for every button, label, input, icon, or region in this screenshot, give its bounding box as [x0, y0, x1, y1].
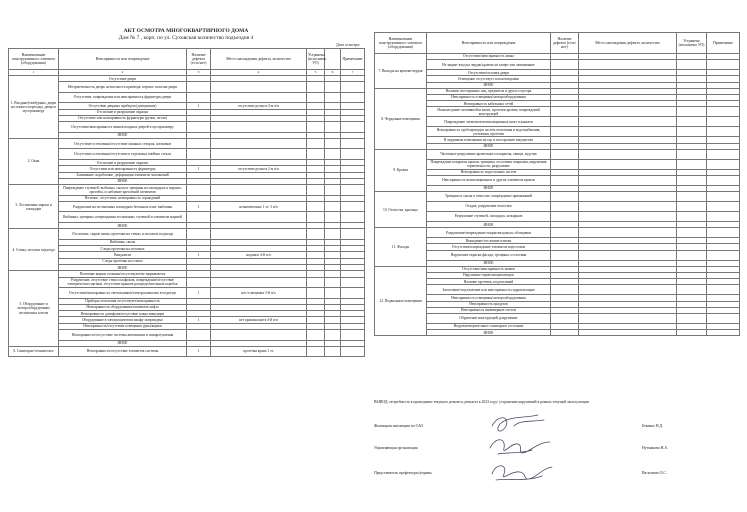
left-act-page: [8, 6, 364, 506]
defect-description-cell: Выбоины, трещины, повреждения лестничных ступеней и элементов маршей: [59, 212, 187, 223]
defect-presence-cell: 1: [187, 317, 211, 323]
table-row: [375, 285, 740, 295]
defect-description-cell: Отсутствие/неисправность замка: [427, 54, 551, 60]
fixed-cell: [677, 212, 707, 222]
defect-description-cell: Нарушение окраски фасада, трещины, отслоения: [427, 250, 551, 260]
fixed-cell: [677, 202, 707, 212]
defect-description-cell: Отслоение и разрушение окраски: [59, 159, 187, 165]
defect-location-cell: незначительно 1 эт. 3 п/п: [211, 201, 307, 212]
defect-presence-cell: 1: [187, 288, 211, 299]
table-row: [375, 202, 740, 212]
defect-presence-cell: [551, 202, 579, 212]
defect-location-cell: [579, 107, 677, 117]
defect-location-cell: надписи 4-й п/п: [211, 252, 307, 258]
defect-location-cell: [579, 250, 677, 260]
defect-location-cell: [211, 138, 307, 149]
fixed-cell: [677, 159, 707, 169]
table-row: [375, 212, 740, 222]
table-row: [375, 192, 740, 202]
fixed-cell: [677, 60, 707, 70]
defect-presence-cell: [551, 149, 579, 159]
defect-description-cell: Неисправность домофона/отсутствие плана эвакуации: [59, 311, 187, 317]
defect-description-cell: Наличие протечек, подтоплений: [427, 279, 551, 285]
defect-description-cell: Неисправность/отсутствие элементов системы: [59, 346, 187, 357]
table-row: [375, 330, 740, 336]
element-name-cell: 2. Окна: [9, 138, 59, 184]
table-row: [375, 149, 740, 159]
table-row: [9, 92, 365, 103]
defect-presence-cell: 1: [187, 166, 211, 172]
defect-description-cell: Неисправность кабельных сетей: [427, 101, 551, 107]
fixed-cell: [677, 285, 707, 295]
signature-line-inspection: [374, 424, 739, 430]
defect-description-cell: Отсутствие/повреждение элементов водостоков: [427, 244, 551, 250]
fixed-cell: [677, 313, 707, 323]
note-cell: [707, 117, 740, 127]
defect-location-cell: [579, 202, 677, 212]
defect-description-cell: Оборудование в электрощитовом шкафу повреждено: [59, 317, 187, 323]
defect-description-cell: ИНОЕ: [59, 264, 187, 270]
table-row: [9, 201, 365, 212]
defect-presence-cell: [551, 212, 579, 222]
fixed-cell: [307, 201, 325, 212]
note-cell: [707, 149, 740, 159]
note-cell: [707, 330, 740, 336]
defect-description-cell: Следы протечки на потолках: [59, 246, 187, 252]
blank-cell: [325, 138, 341, 149]
fixed-cell: [307, 288, 325, 299]
blank-cell: [325, 122, 341, 133]
defect-location-cell: [579, 60, 677, 70]
defect-presence-cell: 1: [187, 346, 211, 357]
note-cell: [341, 92, 365, 103]
defect-description-cell: Отсутствие или неисправность фурнитуры (ручки, петли): [59, 115, 187, 121]
defect-description-cell: ИНОЕ: [427, 143, 551, 149]
defect-description-cell: Отсутствие или неисправность фурнитуры: [59, 166, 187, 172]
header-location: Место нахождения дефекта, количество: [579, 33, 677, 54]
fixed-cell: [677, 250, 707, 260]
defect-description-cell: Следы протечки на стенах: [59, 258, 187, 264]
defect-description-cell: Отсутствие двери: [59, 76, 187, 82]
defect-description-cell: Нарушение герметизации вводов: [427, 273, 551, 279]
defect-presence-cell: [187, 277, 211, 288]
header-element: Наименование конструктивного элемента (оборудования): [375, 33, 427, 54]
table-row: [9, 277, 365, 288]
table-row: [9, 82, 365, 93]
blank-cell: [325, 82, 341, 93]
defect-location-cell: [579, 330, 677, 336]
defect-presence-cell: [187, 330, 211, 341]
note-cell: [341, 185, 365, 196]
fixed-cell: [677, 330, 707, 336]
defect-presence-cell: [551, 159, 579, 169]
defect-description-cell: Осадка, разрушение отмостки: [427, 202, 551, 212]
defect-description-cell: ИНОЕ: [427, 82, 551, 88]
signature-role: Представитель префектуры/управы: [374, 471, 432, 475]
conclusion: ВЫВОД: потребность в проведении текущего ремонта, ремонта в 2023 году/ устранение нарушений в рамках текущей эксплуатации: [374, 400, 590, 404]
defect-description-cell: ИНОЕ: [59, 340, 187, 346]
note-cell: [707, 159, 740, 169]
header-fixed: Устранено (исполнено УО): [307, 49, 325, 70]
table-row: [9, 330, 365, 341]
fixed-cell: [307, 185, 325, 196]
fixed-cell: [307, 229, 325, 240]
defect-description-cell: Неисправность/отсутствие освещения урны/ящики: [59, 323, 187, 329]
act-header: [8, 28, 364, 42]
defect-description-cell: ИНОЕ: [427, 185, 551, 191]
element-name-cell: 8. Чердачные помещения: [375, 88, 427, 149]
defect-presence-cell: [551, 228, 579, 238]
defect-location-cell: [211, 229, 307, 240]
blank-cell: [325, 149, 341, 160]
element-name-cell: 3. Лестничные марши и площадки: [9, 185, 59, 229]
header-note: Примечание: [707, 33, 740, 54]
header-presence: Наличие дефекта (есть/нет): [551, 33, 579, 54]
defect-location-cell: [579, 228, 677, 238]
defect-location-cell: нет освещения 3-й п/п: [211, 288, 307, 299]
defect-description-cell: ИНОЕ: [427, 222, 551, 228]
defect-description-cell: Затопление/подтопление или неисправность гидроизоляции: [427, 285, 551, 295]
note-cell: [707, 228, 740, 238]
defect-location-cell: [211, 330, 307, 341]
signature-mark-3: [492, 466, 552, 480]
defect-description-cell: Разрушение ступеней, площадок, козырьков: [427, 212, 551, 222]
header-location: Место нахождения дефекта, количество: [211, 49, 307, 70]
defect-description-cell: Наличие посторонних лиц, предметов и другого мусора: [427, 88, 551, 94]
defect-presence-cell: [187, 92, 211, 103]
header-defect: Неисправность или повреждение: [427, 33, 551, 54]
defect-location-cell: [579, 313, 677, 323]
defect-presence-cell: [187, 122, 211, 133]
fixed-cell: [307, 330, 325, 341]
defect-presence-cell: [551, 175, 579, 185]
fixed-cell: [307, 82, 325, 93]
defect-description-cell: Разрушение, отсутствие стекол плафонов, повреждение/отсутствие электрических щитков, отсутствие крышек распределительных коробок: [59, 277, 187, 288]
element-name-cell: 9. Кровля: [375, 149, 427, 191]
note-cell: [341, 212, 365, 223]
table-row: [9, 229, 365, 240]
table-row: [375, 159, 740, 169]
defect-presence-cell: [187, 185, 211, 196]
defect-presence-cell: [187, 229, 211, 240]
table-row: [375, 127, 740, 137]
defect-location-cell: [211, 122, 307, 133]
fixed-cell: [677, 117, 707, 127]
defect-presence-cell: [551, 127, 579, 137]
defect-presence-cell: [187, 82, 211, 93]
note-cell: [341, 277, 365, 288]
defect-description-cell: Наличие ранее скопившейся влаги, протечек кровли, повреждений конструкций: [427, 107, 551, 117]
address-line: Дом № 7 , корп. по ул. Суховская количество подъездов 4: [118, 35, 254, 41]
column-number: 3: [187, 70, 211, 76]
element-name-cell: 6. Санитарно-техническое: [9, 346, 59, 357]
blank-cell: [325, 288, 341, 299]
defect-location-cell: [579, 285, 677, 295]
defect-presence-cell: [551, 250, 579, 260]
fixed-cell: [307, 212, 325, 223]
element-name-cell: 5. Оборудование и электрооборудование лестничных клеток: [9, 271, 59, 347]
column-number: 5: [307, 70, 325, 76]
fixed-cell: [307, 122, 325, 133]
defect-description-cell: Отсутствие дверных приборов (доводчиков): [59, 103, 187, 109]
defect-location-cell: [579, 159, 677, 169]
signature-line-management: [374, 446, 739, 452]
signature-mark-2: [490, 440, 550, 454]
note-cell: [341, 229, 365, 240]
fixed-cell: [307, 92, 325, 103]
defect-description-cell: Неисправность вентиляционных и других элементов кровли: [427, 175, 551, 185]
defect-description-cell: ИНОЕ: [59, 178, 187, 184]
defect-description-cell: Не закрыт вход на чердак/кровлю не заперт или заваливание: [427, 60, 551, 70]
defect-description-cell: Повреждение ступеней: выбоины, сколы и трещины на площадках и маршах; прогибы, ослабление креплений элементов: [59, 185, 187, 196]
signature-name: Бекенко Н.Д.: [642, 424, 664, 428]
defect-description-cell: В чердачном помещении мусор и постороннее имущество: [427, 137, 551, 143]
defect-location-cell: [579, 117, 677, 127]
defect-presence-cell: 1: [187, 103, 211, 109]
table-row: [375, 117, 740, 127]
table-row: [9, 346, 365, 357]
defect-description-cell: Неисправность/отсутствие системы автоматики и пожаротушения: [59, 330, 187, 341]
defect-description-cell: Приборы отопления отсутствуют/неисправность: [59, 298, 187, 304]
defect-description-cell: Частичное разрушение кровельного покрытия, свищи, вздутия: [427, 149, 551, 159]
handwritten-signatures: [486, 412, 556, 490]
defect-presence-cell: [551, 313, 579, 323]
defect-location-cell: отсутствие ручки в 4-м п/п: [211, 103, 307, 109]
defect-presence-cell: [187, 212, 211, 223]
defect-description-cell: Отсутствие/неисправность замков: [427, 266, 551, 272]
note-cell: [341, 149, 365, 160]
fixed-cell: [677, 228, 707, 238]
defect-location-cell: [579, 175, 677, 185]
defect-description-cell: Повреждение элементов вентиляционных шахт и каналов: [427, 117, 551, 127]
table-row: [9, 212, 365, 223]
defect-description-cell: Обрушение конструкций, разрушение: [427, 313, 551, 323]
defect-description-cell: Разрушение/повреждение покрытия цоколя, облицовки: [427, 228, 551, 238]
fixed-cell: [307, 277, 325, 288]
header-blank: [325, 49, 341, 70]
note-cell: [707, 175, 740, 185]
table-row: [375, 250, 740, 260]
signature-line-prefecture: [374, 471, 739, 477]
defect-description-cell: Вандализм: [59, 252, 187, 258]
signature-name: Нутманова Н.А.: [642, 446, 669, 450]
defect-location-cell: нет крышки щита 4-й п/п: [211, 317, 307, 323]
signature-mark-1: [492, 415, 544, 431]
defect-description-cell: Выпадение/отслоение плитки: [427, 238, 551, 244]
defect-description-cell: Неисправность трубопроводов систем отопления и водоснабжения, утепления, протечек: [427, 127, 551, 137]
note-cell: [341, 346, 365, 357]
table-row: [9, 185, 365, 196]
table-row: [375, 313, 740, 323]
defect-description-cell: Отслоение и разрушение окраски: [59, 109, 187, 115]
defect-presence-cell: [551, 285, 579, 295]
act-title: АКТ ОСМОТРА МНОГОКВАРТИРНОГО ДОМА: [123, 28, 249, 34]
defect-description-cell: Неисправность водосточных систем: [427, 169, 551, 175]
header-presence: Наличие дефекта (есть/нет): [187, 49, 211, 70]
note-cell: [341, 82, 365, 93]
defect-description-cell: Освещение отсутствует или неисправно: [427, 76, 551, 82]
defect-description-cell: Трещины и сколы в отмостке, повреждение примыканий: [427, 192, 551, 202]
defect-presence-cell: [551, 117, 579, 127]
table-row: [9, 138, 365, 149]
header-element: Наименование конструктивного элемента (оборудования): [9, 49, 59, 70]
inspection-table-left: [8, 48, 365, 357]
table-header-row: [9, 49, 365, 70]
defect-description-cell: Неисправность освещения/электрооборудования: [427, 94, 551, 100]
header-note: Примечание: [341, 49, 365, 70]
note-cell: [341, 138, 365, 149]
blank-cell: [325, 201, 341, 212]
column-number: 1: [9, 70, 59, 76]
defect-location-cell: [211, 149, 307, 160]
defect-description-cell: Наличие, отсутствие, неисправность ограждений: [59, 195, 187, 201]
defect-location-cell: [579, 212, 677, 222]
defect-location-cell: [579, 192, 677, 202]
signature-name: Васильева О.С.: [642, 471, 667, 475]
column-number: 4: [211, 70, 307, 76]
fixed-cell: [307, 138, 325, 149]
defect-description-cell: ИНОЕ: [427, 330, 551, 336]
fixed-cell: [307, 346, 325, 357]
table-row: [9, 288, 365, 299]
defect-description-cell: Неисправность инженерных систем: [427, 307, 551, 313]
blank-cell: [325, 277, 341, 288]
defect-location-cell: отсутствие ручки в 2-м п/п: [211, 166, 307, 172]
defect-description-cell: Повреждение покрытия кровли, трещины, отслоения покрытия, нарушения герметичности, разрушение: [427, 159, 551, 169]
table-header-row: [375, 33, 740, 54]
fixed-cell: [677, 175, 707, 185]
signature-role: Управляющая организация: [374, 446, 418, 450]
note-cell: [341, 122, 365, 133]
element-name-cell: 1. Входные(тамбурные, двери на этажи и переходы, двери в мусорокамеру: [9, 76, 59, 139]
fixed-cell: [677, 107, 707, 117]
right-act-page: [374, 6, 739, 506]
defect-description-cell: Выбоины, сколы: [59, 239, 187, 245]
defect-description-cell: Отсутствие остекления/отсутствие в отдельных ячейках стекла: [59, 149, 187, 160]
defect-description-cell: Отслоение, сырые пятна, протечки на стенах и потолках подъезда: [59, 229, 187, 240]
defect-presence-cell: [551, 107, 579, 117]
note-cell: [707, 313, 740, 323]
defect-location-cell: [211, 277, 307, 288]
defect-location-cell: [211, 185, 307, 196]
table-row: [375, 175, 740, 185]
table-row: [9, 149, 365, 160]
fixed-cell: [677, 127, 707, 137]
blank-cell: [325, 212, 341, 223]
defect-description-cell: Отсутствие/поломка двери: [427, 70, 551, 76]
column-number: 2: [59, 70, 187, 76]
table-row: [375, 228, 740, 238]
table-row: [375, 60, 740, 70]
defect-presence-cell: [551, 192, 579, 202]
defect-description-cell: Отсутствие/неисправность светильников/электролампочек в подъезде: [59, 288, 187, 299]
note-cell: [341, 288, 365, 299]
blank-cell: [325, 346, 341, 357]
defect-description-cell: Разрушение на лестничных площадках бетонных плит, выбоины: [59, 201, 187, 212]
fixed-cell: [677, 192, 707, 202]
defect-description-cell: Отсутствие остекления/отсутствие оконных створок, штапиков: [59, 138, 187, 149]
note-cell: [707, 60, 740, 70]
defect-description-cell: ИНОЕ: [59, 222, 187, 228]
blank-cell: [325, 92, 341, 103]
defect-location-cell: [579, 127, 677, 137]
note-cell: [707, 107, 740, 117]
fixed-cell: [677, 149, 707, 159]
signature-role: Жилищная инспекция по САО: [374, 424, 424, 428]
defect-location-cell: [211, 82, 307, 93]
note-cell: [707, 250, 740, 260]
note-cell: [341, 201, 365, 212]
defect-description-cell: Отсутствие/неисправность замков входных дверей в мусорокамеру: [59, 122, 187, 133]
note-cell: [707, 212, 740, 222]
element-name-cell: 7. Выходы на кровлю/чердак: [375, 54, 427, 89]
defect-description-cell: Неисправность освещения/электрооборудования: [427, 295, 551, 301]
table-row: [375, 107, 740, 117]
defect-description-cell: Отсутствие, повреждение или неисправность фурнитуры двери: [59, 92, 187, 103]
defect-presence-cell: 1: [187, 201, 211, 212]
defect-presence-cell: 1: [187, 252, 211, 258]
blank-cell: [325, 330, 341, 341]
defect-description-cell: Загнивание, коробление, деформация элементов заполнений: [59, 172, 187, 178]
defect-presence-cell: [551, 60, 579, 70]
defect-location-cell: [579, 149, 677, 159]
defect-description-cell: ИНОЕ: [59, 132, 187, 138]
inspection-table-right: [374, 32, 740, 336]
defect-description-cell: Неисправность продухов: [427, 301, 551, 307]
blank-cell: [325, 229, 341, 240]
note-cell: [707, 202, 740, 212]
column-number: 7: [341, 70, 365, 76]
defect-location-cell: [211, 92, 307, 103]
note-cell: [707, 127, 740, 137]
defect-description-cell: Почтовые ящики сломаны/отсутствуют/не закрываются: [59, 271, 187, 277]
note-cell: [707, 192, 740, 202]
defect-description-cell: Негерметичность двери, неплотность притвора, перекос полотна двери: [59, 82, 187, 93]
header-defect: Неисправность или повреждение: [59, 49, 187, 70]
header-fixed: Устранено (исполнено УО): [677, 33, 707, 54]
defect-location-cell: протечка крана 1 эт.: [211, 346, 307, 357]
element-name-cell: 11. Фасады: [375, 228, 427, 267]
element-name-cell: 12. Подвальные помещения: [375, 266, 427, 336]
note-cell: [341, 330, 365, 341]
note-cell: [707, 285, 740, 295]
defect-presence-cell: [187, 149, 211, 160]
defect-presence-cell: [187, 138, 211, 149]
blank-cell: [325, 185, 341, 196]
defect-presence-cell: [551, 330, 579, 336]
inspection-date-label: Дата осмотра:: [335, 42, 360, 47]
element-name-cell: 4. Стены, потолки подъезда: [9, 229, 59, 271]
column-number: 6: [325, 70, 341, 76]
fixed-cell: [307, 149, 325, 160]
defect-description-cell: Неисправность оборудования/элементов лифта: [59, 304, 187, 310]
defect-location-cell: [211, 212, 307, 223]
defect-description-cell: ИНОЕ: [427, 260, 551, 266]
defect-description-cell: Неудовлетворительное санитарное состояние: [427, 323, 551, 329]
element-name-cell: 10. Отмостка, крыльцо: [375, 192, 427, 228]
table-row: [9, 122, 365, 133]
